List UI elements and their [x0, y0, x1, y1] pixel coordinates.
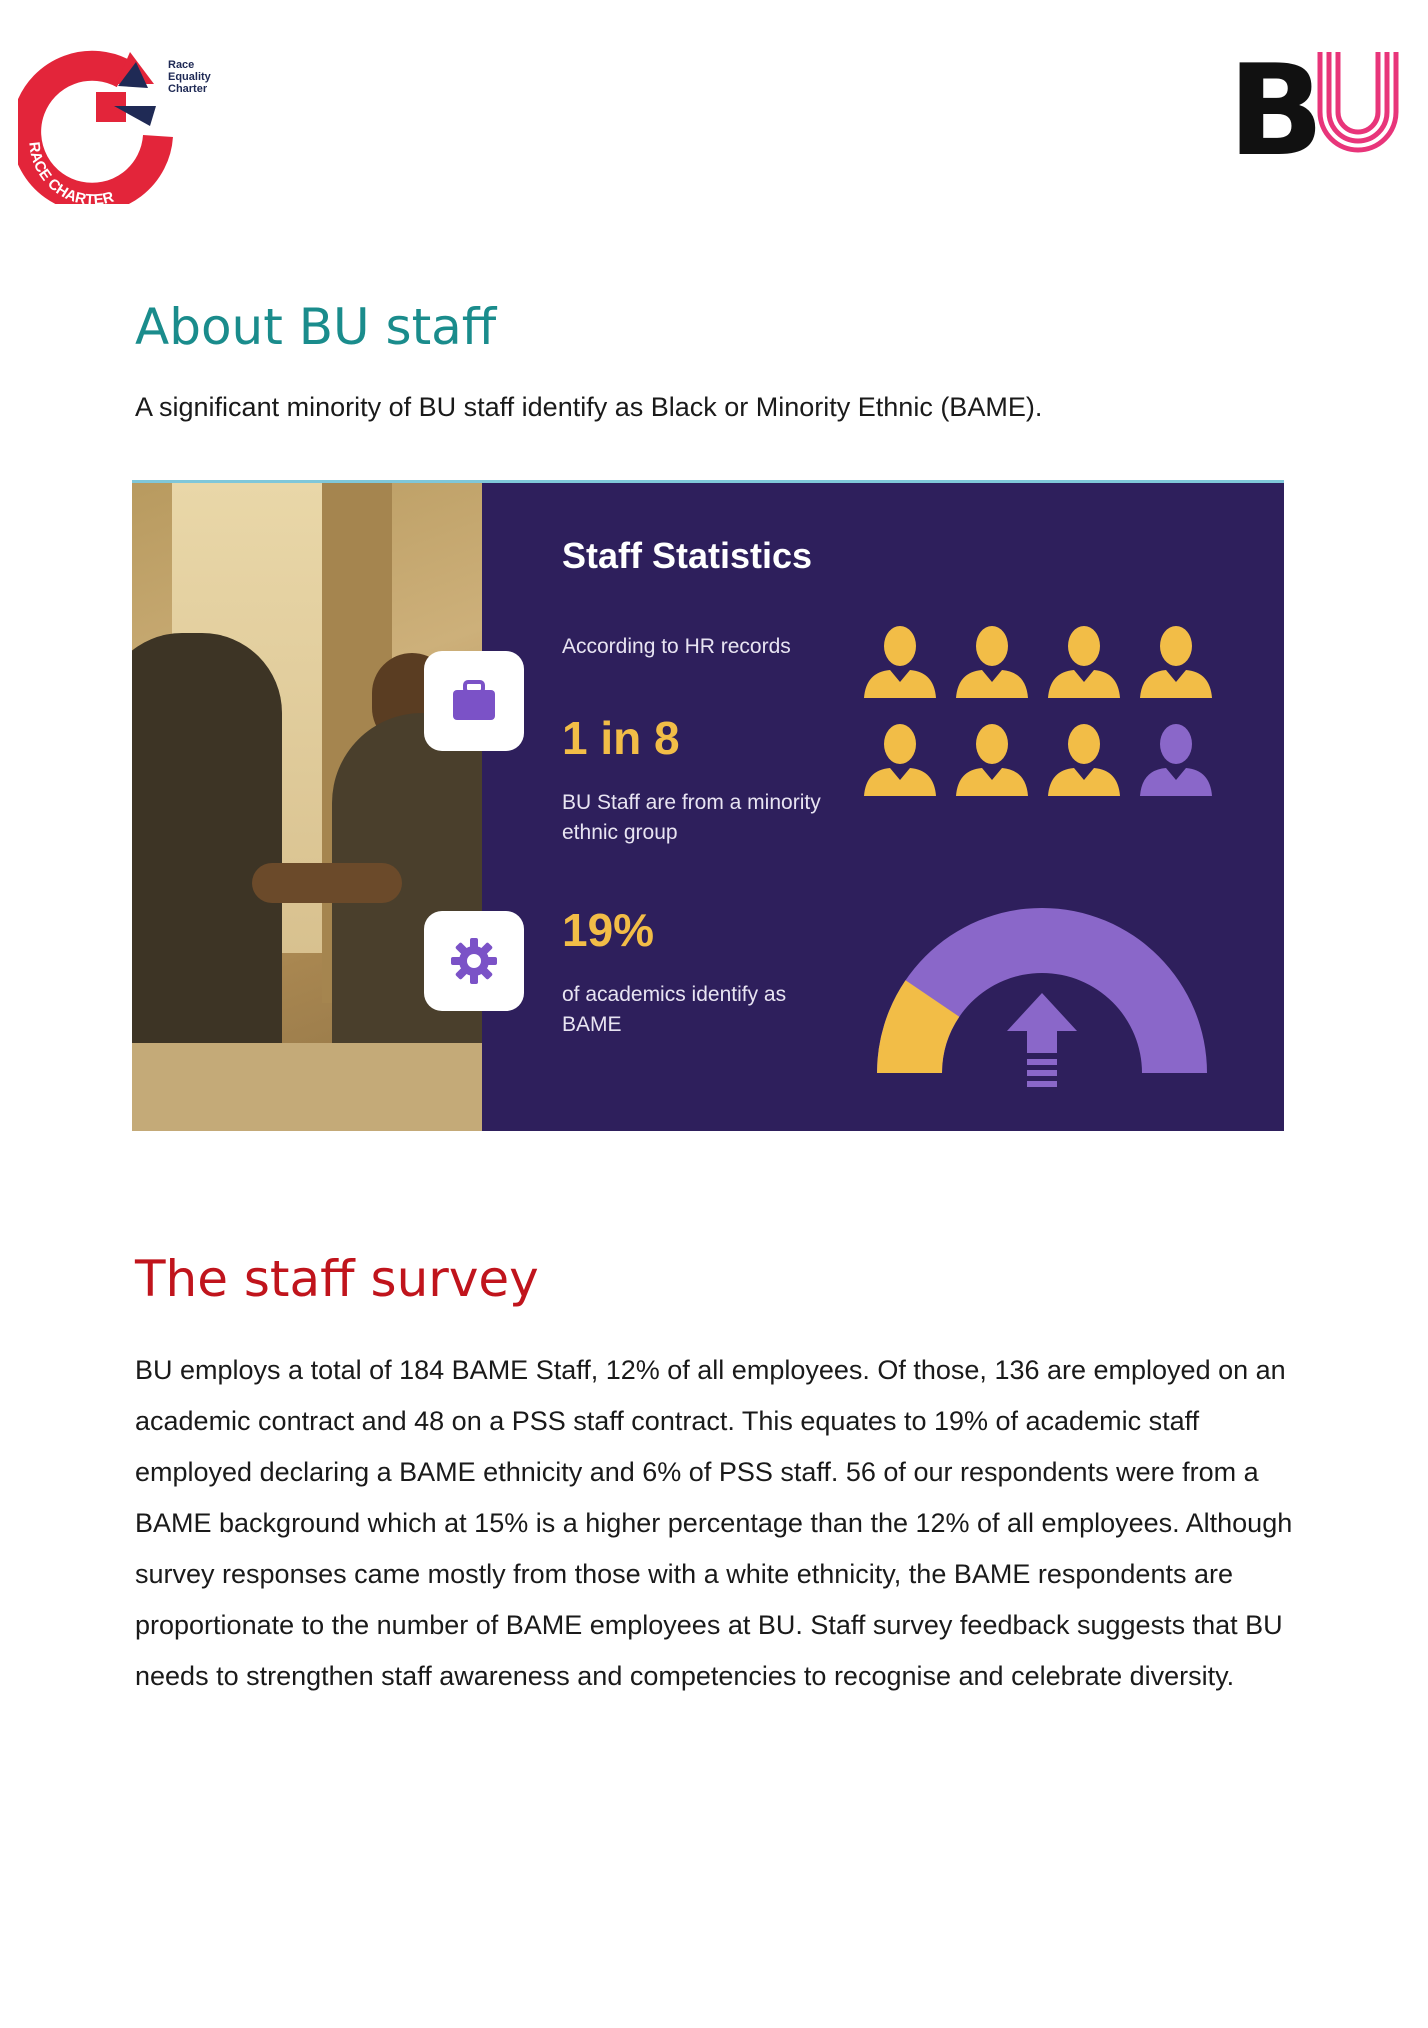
infographic-subtitle: According to HR records [562, 635, 791, 658]
about-intro: A significant minority of BU staff identify as Black or Minority Ethnic (BAME). [135, 392, 1043, 422]
person-icon [864, 724, 936, 796]
race-charter-text-line1: Race [168, 59, 195, 71]
arrow-up-icon [1007, 993, 1077, 1087]
race-charter-logo [18, 44, 238, 204]
briefcase-icon [449, 676, 499, 726]
infographic-title: Staff Statistics [562, 535, 813, 576]
gear-card [424, 911, 524, 1011]
race-charter-text-line2: Equality [168, 71, 211, 83]
survey-body: BU employs a total of 184 BAME Staff, 12% of all employees. Of those, 136 are employed on an academic contract and 48 on a PSS staff contract. This equates to 19% of academic staff employed declaring a BAME ethnicity and 6% of PSS staff. 56 of our respondents were from a BAME background which at 15% is a higher percentage than the 12% of all employees. Although survey responses came mostly from those with a white ethnicity, the BAME respondents are proportionate to the number of BAME employees at BU. Staff survey feedback suggests that BU needs to strengthen staff awareness and competencies to recognise and celebrate diversity. [135, 1355, 1293, 1691]
people-icon-grid [860, 618, 1220, 808]
bu-logo [1228, 48, 1408, 160]
race-charter-text-line3: Charter [168, 83, 208, 95]
stat-2-value: 19% [562, 904, 655, 956]
survey-heading: The staff survey [135, 1250, 539, 1308]
race-charter-ring-text: RACE CHARTER [25, 140, 116, 204]
person-icon [864, 626, 936, 698]
stat-1-value: 1 in 8 [562, 712, 680, 764]
bu-logo-b: B [1228, 48, 1325, 160]
staff-statistics-infographic [132, 480, 1284, 1131]
person-icon [956, 724, 1028, 796]
person-icon [1140, 626, 1212, 698]
person-icon [956, 626, 1028, 698]
percentage-gauge [872, 873, 1212, 1113]
stat-1-description: BU Staff are from a minority ethnic group [562, 791, 821, 844]
person-icon [1048, 626, 1120, 698]
person-icon [1048, 724, 1120, 796]
briefcase-card [424, 651, 524, 751]
gear-icon [449, 936, 499, 986]
about-heading: About BU staff [135, 298, 497, 356]
person-icon [1140, 724, 1212, 796]
handshake-photo [132, 483, 482, 1131]
stat-2-description: of academics identify as BAME [562, 983, 787, 1036]
